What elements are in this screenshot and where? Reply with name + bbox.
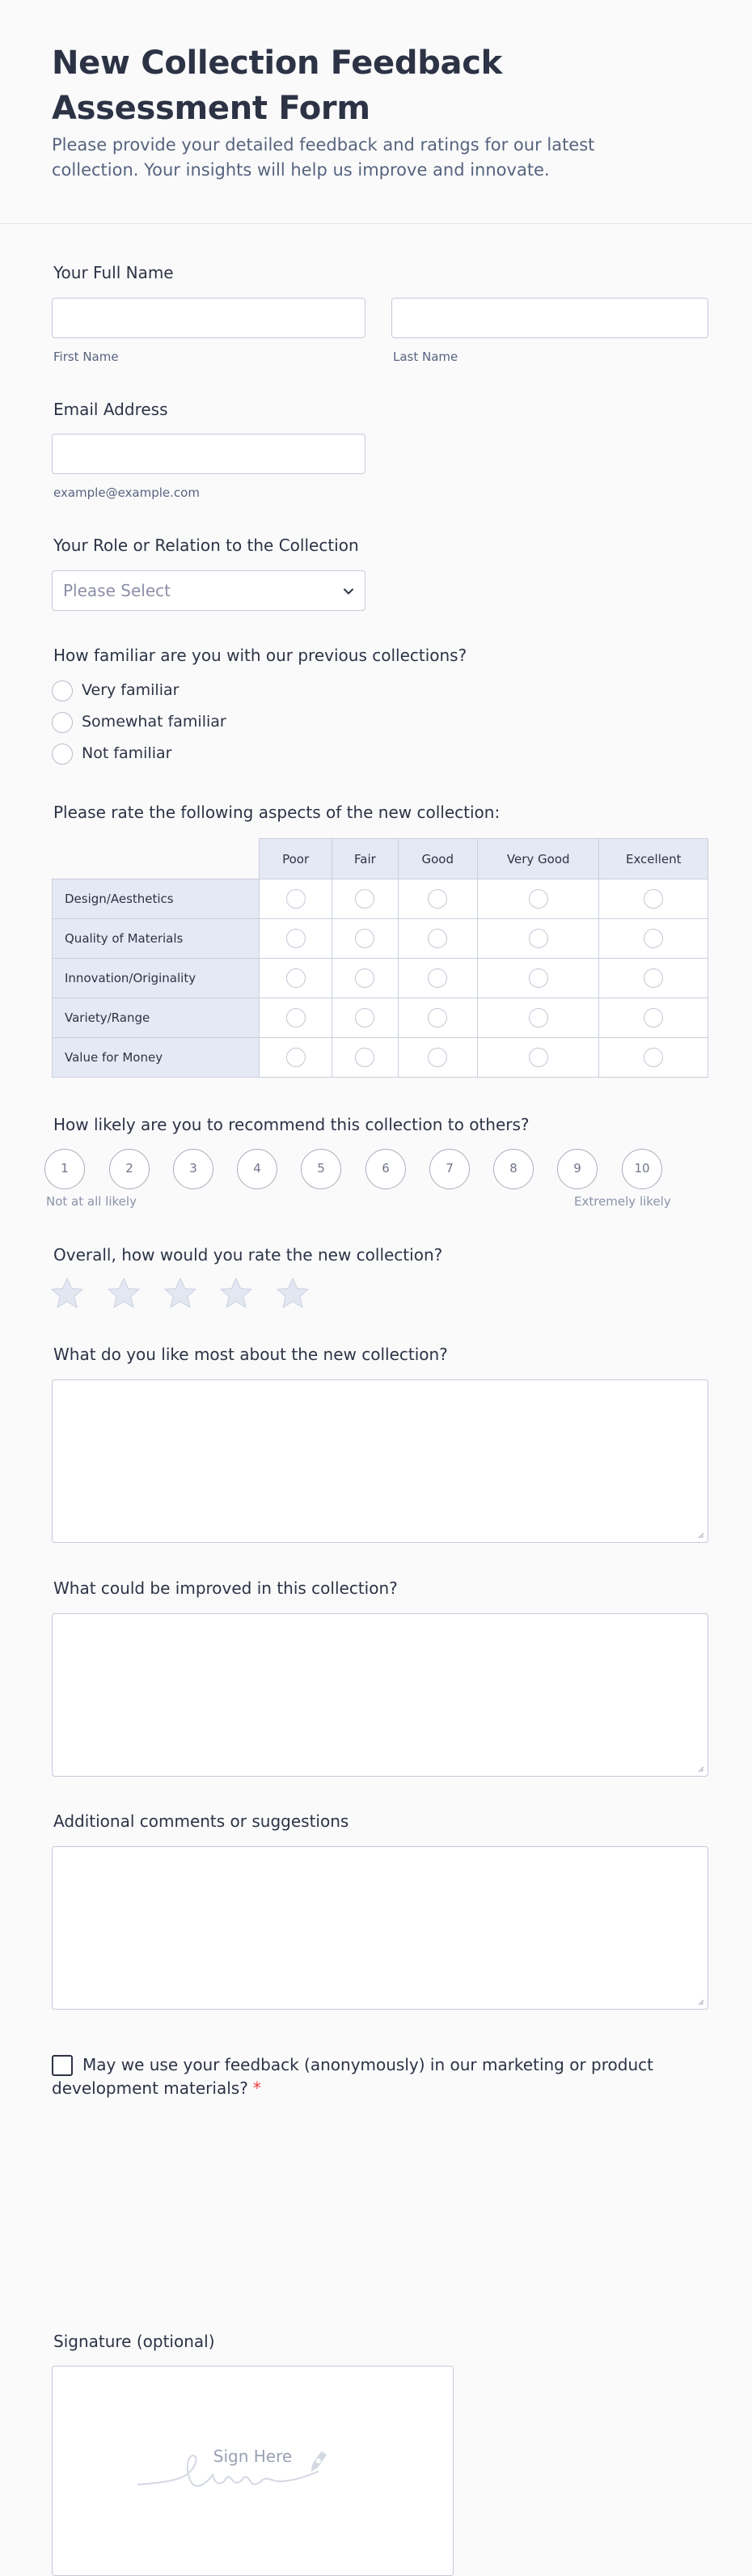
matrix-row-innovation bbox=[53, 959, 708, 998]
email-input[interactable] bbox=[52, 434, 365, 474]
scale-option-8[interactable]: 8 bbox=[493, 1149, 534, 1189]
matrix-radio[interactable] bbox=[286, 889, 306, 909]
matrix-radio[interactable] bbox=[355, 968, 374, 988]
role-select[interactable] bbox=[52, 570, 365, 611]
consent-label bbox=[52, 2053, 666, 2100]
star-icon[interactable] bbox=[219, 1277, 253, 1309]
matrix-cell[interactable] bbox=[398, 919, 477, 959]
recommend-label: How likely are you to recommend this collection to others? bbox=[53, 1115, 530, 1134]
matrix-radio[interactable] bbox=[355, 929, 374, 948]
matrix-cell[interactable] bbox=[477, 959, 599, 998]
matrix-row-label: Variety/Range bbox=[53, 998, 260, 1038]
scale-option-2[interactable]: 2 bbox=[109, 1149, 150, 1189]
scale-option-5[interactable]: 5 bbox=[301, 1149, 341, 1189]
star-icon[interactable] bbox=[276, 1277, 310, 1309]
matrix-radio[interactable] bbox=[529, 1048, 548, 1067]
scale-max-caption: Extremely likely bbox=[574, 1194, 671, 1209]
matrix-cell[interactable] bbox=[332, 1038, 398, 1078]
matrix-radio[interactable] bbox=[355, 1008, 374, 1027]
matrix-row-label: Innovation/Originality bbox=[53, 959, 260, 998]
matrix-cell[interactable] bbox=[332, 879, 398, 919]
matrix-radio[interactable] bbox=[529, 968, 548, 988]
scale-option-3[interactable]: 3 bbox=[173, 1149, 213, 1189]
matrix-cell[interactable] bbox=[477, 1038, 599, 1078]
matrix-cell[interactable] bbox=[398, 998, 477, 1038]
radio-circle[interactable] bbox=[52, 712, 73, 733]
improve-textarea[interactable] bbox=[52, 1613, 708, 1777]
matrix-cell[interactable] bbox=[398, 959, 477, 998]
matrix-corner bbox=[53, 839, 260, 879]
improve-label: What could be improved in this collection? bbox=[53, 1578, 398, 1598]
matrix-radio[interactable] bbox=[286, 1048, 306, 1067]
rating-matrix bbox=[52, 838, 708, 1078]
scale-option-7[interactable]: 7 bbox=[429, 1149, 470, 1189]
scale-option-1[interactable]: 1 bbox=[44, 1149, 85, 1189]
matrix-cell[interactable] bbox=[477, 919, 599, 959]
comments-label: Additional comments or suggestions bbox=[53, 1811, 349, 1831]
resize-grip-icon[interactable] bbox=[696, 1531, 704, 1539]
matrix-radio[interactable] bbox=[529, 1008, 548, 1027]
matrix-cell[interactable] bbox=[259, 879, 332, 919]
matrix-cell[interactable] bbox=[259, 1038, 332, 1078]
matrix-cell[interactable] bbox=[599, 959, 708, 998]
matrix-cell[interactable] bbox=[332, 998, 398, 1038]
consent-text: May we use your feedback (anonymously) in our marketing or product development materials? bbox=[52, 2055, 653, 2098]
matrix-label: Please rate the following aspects of the new collection: bbox=[53, 803, 501, 822]
matrix-cell[interactable] bbox=[477, 879, 599, 919]
overall-label: Overall, how would you rate the new collection? bbox=[53, 1245, 443, 1265]
matrix-row-design bbox=[53, 879, 708, 919]
matrix-radio[interactable] bbox=[355, 889, 374, 909]
radio-label: Somewhat familiar bbox=[82, 713, 226, 731]
matrix-row-label: Value for Money bbox=[53, 1038, 260, 1078]
last-name-input[interactable] bbox=[391, 298, 708, 338]
matrix-row-variety bbox=[53, 998, 708, 1038]
matrix-row-label: Design/Aesthetics bbox=[53, 879, 260, 919]
matrix-radio[interactable] bbox=[428, 929, 447, 948]
matrix-radio[interactable] bbox=[286, 968, 306, 988]
matrix-col-excellent: Excellent bbox=[599, 839, 708, 879]
matrix-radio[interactable] bbox=[428, 1008, 447, 1027]
matrix-cell[interactable] bbox=[599, 1038, 708, 1078]
resize-grip-icon[interactable] bbox=[696, 1998, 704, 2006]
radio-label: Not familiar bbox=[82, 744, 172, 762]
required-mark: * bbox=[252, 2078, 261, 2098]
matrix-radio[interactable] bbox=[355, 1048, 374, 1067]
email-sublabel: example@example.com bbox=[53, 485, 200, 500]
matrix-radio[interactable] bbox=[428, 968, 447, 988]
scale-option-9[interactable]: 9 bbox=[557, 1149, 598, 1189]
last-name-sublabel: Last Name bbox=[393, 350, 458, 364]
comments-textarea[interactable] bbox=[52, 1846, 708, 2010]
likes-label: What do you like most about the new collection? bbox=[53, 1345, 448, 1364]
role-label: Your Role or Relation to the Collection bbox=[53, 536, 359, 555]
matrix-row-value bbox=[53, 1038, 708, 1078]
matrix-col-fair: Fair bbox=[332, 839, 398, 879]
matrix-radio[interactable] bbox=[428, 1048, 447, 1067]
matrix-row-quality bbox=[53, 919, 708, 959]
matrix-cell[interactable] bbox=[398, 879, 477, 919]
matrix-cell[interactable] bbox=[398, 1038, 477, 1078]
matrix-cell[interactable] bbox=[599, 998, 708, 1038]
first-name-input[interactable] bbox=[52, 298, 365, 338]
radio-circle[interactable] bbox=[52, 680, 73, 701]
matrix-cell[interactable] bbox=[259, 919, 332, 959]
scale-option-4[interactable]: 4 bbox=[237, 1149, 277, 1189]
matrix-radio[interactable] bbox=[644, 929, 663, 948]
matrix-cell[interactable] bbox=[259, 998, 332, 1038]
matrix-radio[interactable] bbox=[529, 889, 548, 909]
scale-option-10[interactable]: 10 bbox=[622, 1149, 662, 1189]
radio-label: Very familiar bbox=[82, 681, 180, 699]
matrix-col-very-good: Very Good bbox=[477, 839, 599, 879]
matrix-radio[interactable] bbox=[644, 889, 663, 909]
star-icon[interactable] bbox=[107, 1277, 141, 1309]
chevron-down-icon bbox=[342, 585, 355, 598]
matrix-cell[interactable] bbox=[599, 919, 708, 959]
star-icon[interactable] bbox=[50, 1277, 84, 1309]
matrix-radio[interactable] bbox=[529, 929, 548, 948]
matrix-radio[interactable] bbox=[286, 929, 306, 948]
familiarity-label: How familiar are you with our previous collections? bbox=[53, 646, 467, 665]
matrix-radio[interactable] bbox=[644, 1008, 663, 1027]
signature-label: Signature (optional) bbox=[53, 2332, 215, 2351]
matrix-radio[interactable] bbox=[428, 889, 447, 909]
matrix-col-good: Good bbox=[398, 839, 477, 879]
full-name-label: Your Full Name bbox=[53, 263, 174, 282]
matrix-cell[interactable] bbox=[599, 879, 708, 919]
form-subtitle: Please provide your detailed feedback and ratings for our latest collection. Your insights will help us improve and innovate. bbox=[52, 135, 595, 180]
scale-min-caption: Not at all likely bbox=[46, 1194, 137, 1209]
resize-grip-icon[interactable] bbox=[696, 1765, 704, 1773]
signature-scribble-icon bbox=[133, 2439, 376, 2496]
matrix-radio[interactable] bbox=[286, 1008, 306, 1027]
matrix-radio[interactable] bbox=[644, 968, 663, 988]
form-title: New Collection Feedback Assessment Form bbox=[52, 44, 502, 127]
matrix-col-poor: Poor bbox=[259, 839, 332, 879]
matrix-row-label: Quality of Materials bbox=[53, 919, 260, 959]
radio-circle[interactable] bbox=[52, 744, 73, 765]
star-icon[interactable] bbox=[163, 1277, 197, 1309]
matrix-cell[interactable] bbox=[477, 998, 599, 1038]
likes-textarea[interactable] bbox=[52, 1379, 708, 1543]
email-label: Email Address bbox=[53, 400, 168, 419]
signature-placeholder: Sign Here bbox=[213, 2447, 293, 2466]
signature-pad[interactable] bbox=[52, 2366, 454, 2576]
matrix-cell[interactable] bbox=[332, 919, 398, 959]
matrix-cell[interactable] bbox=[259, 959, 332, 998]
role-select-value: Please Select bbox=[63, 581, 171, 600]
matrix-cell[interactable] bbox=[332, 959, 398, 998]
form-header bbox=[0, 0, 752, 224]
matrix-radio[interactable] bbox=[644, 1048, 663, 1067]
first-name-sublabel: First Name bbox=[53, 350, 119, 364]
scale-option-6[interactable]: 6 bbox=[365, 1149, 406, 1189]
